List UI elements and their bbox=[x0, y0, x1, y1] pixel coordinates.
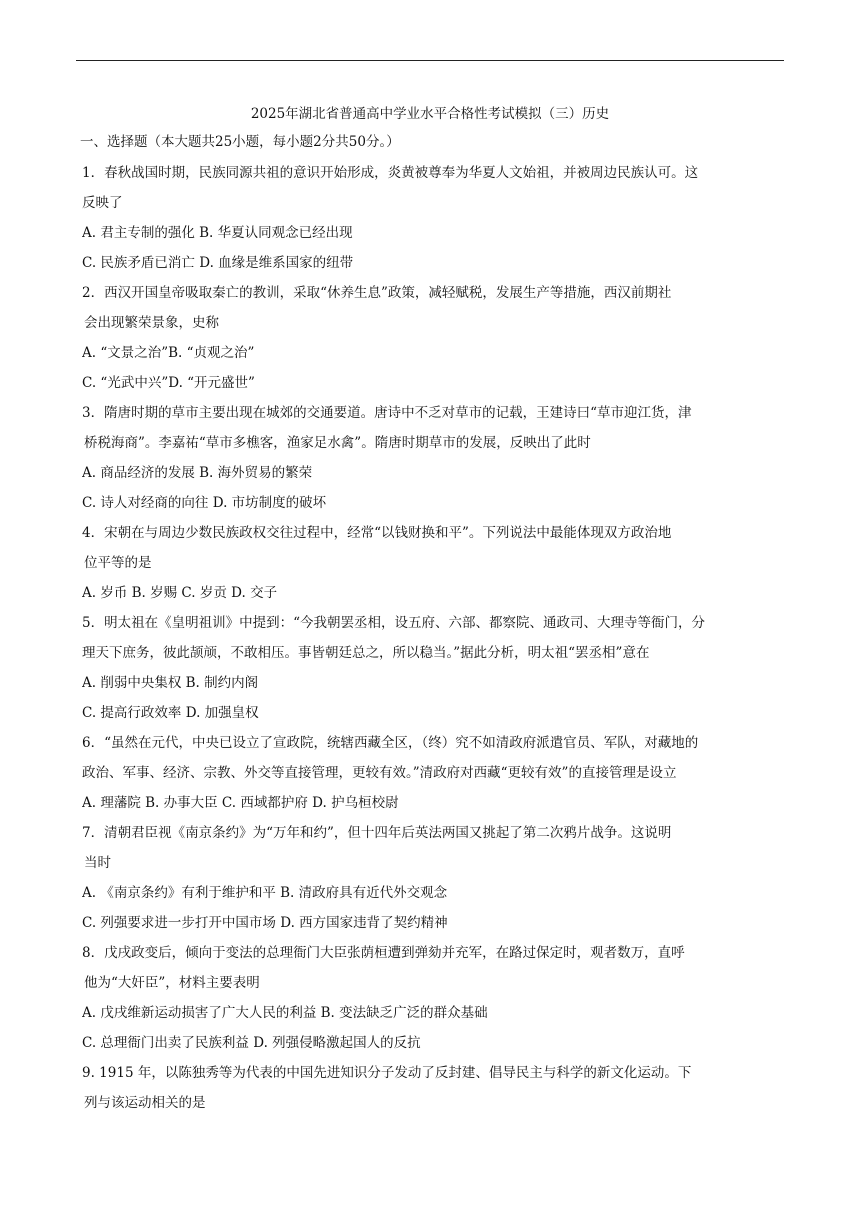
answer-options: C. 列强要求进一步打开中国市场 D. 西方国家违背了契约精神 bbox=[82, 915, 448, 931]
question-stem-line: 3．隋唐时期的草市主要出现在城郊的交通要道。唐诗中不乏对草市的记载，王建诗曰“草市迎江货，津 bbox=[82, 405, 692, 421]
question-stem-line: 政治、军事、经济、宗教、外交等直接管理，更较有效。”清政府对西藏“更较有效”的直接管理是设立 bbox=[82, 765, 677, 781]
question-stem-line: 1．春秋战国时期，民族同源共祖的意识开始形成，炎黄被尊奉为华夏人文始祖，并被周边民族认可。这 bbox=[82, 165, 699, 181]
question-list bbox=[82, 162, 784, 1122]
question-5 bbox=[82, 612, 784, 732]
question-stem-line: 4．宋朝在与周边少数民族政权交往过程中，经常“以钱财换和平”。下列说法中最能体现双方政治地 bbox=[82, 525, 672, 541]
question-9 bbox=[82, 1062, 784, 1122]
question-stem-line: 会出现繁荣景象，史称 bbox=[84, 315, 219, 331]
answer-options: A. “文景之治”B. “贞观之治” bbox=[82, 345, 255, 361]
answer-options: C. 提高行政效率 D. 加强皇权 bbox=[82, 705, 259, 721]
question-stem-line: 理天下庶务，彼此颉颃，不敢相压。事皆朝廷总之，所以稳当。”据此分析，明太祖“罢丞相”意在 bbox=[82, 645, 650, 661]
question-1 bbox=[82, 162, 784, 282]
question-7 bbox=[82, 822, 784, 942]
answer-options: C. “光武中兴”D. “开元盛世” bbox=[82, 375, 255, 391]
question-4 bbox=[82, 522, 784, 612]
page-title: 2025年湖北省普通高中学业水平合格性考试模拟（三）历史 bbox=[250, 106, 610, 122]
question-stem-line: 当时 bbox=[84, 855, 111, 871]
question-stem-line: 他为“大奸臣”，材料主要表明 bbox=[84, 975, 260, 991]
answer-options: A. 理藩院 B. 办事大臣 C. 西域都护府 D. 护乌桓校尉 bbox=[82, 795, 399, 811]
question-stem-line: 2．西汉开国皇帝吸取秦亡的教训，采取“休养生息”政策，减轻赋税，发展生产等措施，西汉前期社 bbox=[82, 285, 672, 301]
answer-options: A. 君主专制的强化 B. 华夏认同观念已经出现 bbox=[82, 225, 353, 241]
question-stem-line: 桥税海商”。李嘉祐“草市多樵客，渔家足水禽”。隋唐时期草市的发展，反映出了此时 bbox=[84, 435, 591, 451]
question-8 bbox=[82, 942, 784, 1062]
answer-options: C. 诗人对经商的向往 D. 市坊制度的破坏 bbox=[82, 495, 327, 511]
question-stem-line: 5．明太祖在《皇明祖训》中提到：“今我朝罢丞相，设五府、六部、都察院、通政司、大理寺等衙门，分 bbox=[82, 615, 705, 631]
question-stem-line: 列与该运动相关的是 bbox=[84, 1095, 206, 1111]
question-6 bbox=[82, 732, 784, 822]
answer-options: A. 削弱中央集权 B. 制约内阁 bbox=[82, 675, 259, 691]
header-rule bbox=[76, 60, 784, 61]
section-heading: 一、选择题（本大题共25小题，每小题2分共50分。） bbox=[80, 134, 400, 150]
question-3 bbox=[82, 402, 784, 522]
question-stem-line: 8．戊戌政变后，倾向于变法的总理衙门大臣张荫桓遭到弹劾并充军，在路过保定时，观者数万，直呼 bbox=[82, 945, 685, 961]
answer-options: C. 民族矛盾已消亡 D. 血缘是维系国家的纽带 bbox=[82, 255, 354, 271]
answer-options: C. 总理衙门出卖了民族利益 D. 列强侵略激起国人的反抗 bbox=[82, 1035, 421, 1051]
question-stem-line: 6．“虽然在元代，中央已设立了宣政院，统辖西藏全区，（终）究不如清政府派遣官员、军队，对藏地的 bbox=[82, 735, 699, 751]
question-stem-line: 反映了 bbox=[82, 195, 123, 211]
answer-options: A. 戊戌维新运动损害了广大人民的利益 B. 变法缺乏广泛的群众基础 bbox=[82, 1005, 488, 1021]
question-stem-line: 9. 1915 年，以陈独秀等为代表的中国先进知识分子发动了反封建、倡导民主与科学的新文化运动。下 bbox=[82, 1065, 692, 1081]
answer-options: A. 岁币 B. 岁赐 C. 岁贡 D. 交子 bbox=[82, 585, 278, 601]
question-stem-line: 7．清朝君臣视《南京条约》为“万年和约”，但十四年后英法两国又挑起了第二次鸦片战争。这说明 bbox=[82, 825, 672, 841]
answer-options: A. 商品经济的发展 B. 海外贸易的繁荣 bbox=[82, 465, 313, 481]
answer-options: A. 《南京条约》有利于维护和平 B. 清政府具有近代外交观念 bbox=[82, 885, 448, 901]
question-stem-line: 位平等的是 bbox=[84, 555, 152, 571]
question-2 bbox=[82, 282, 784, 402]
